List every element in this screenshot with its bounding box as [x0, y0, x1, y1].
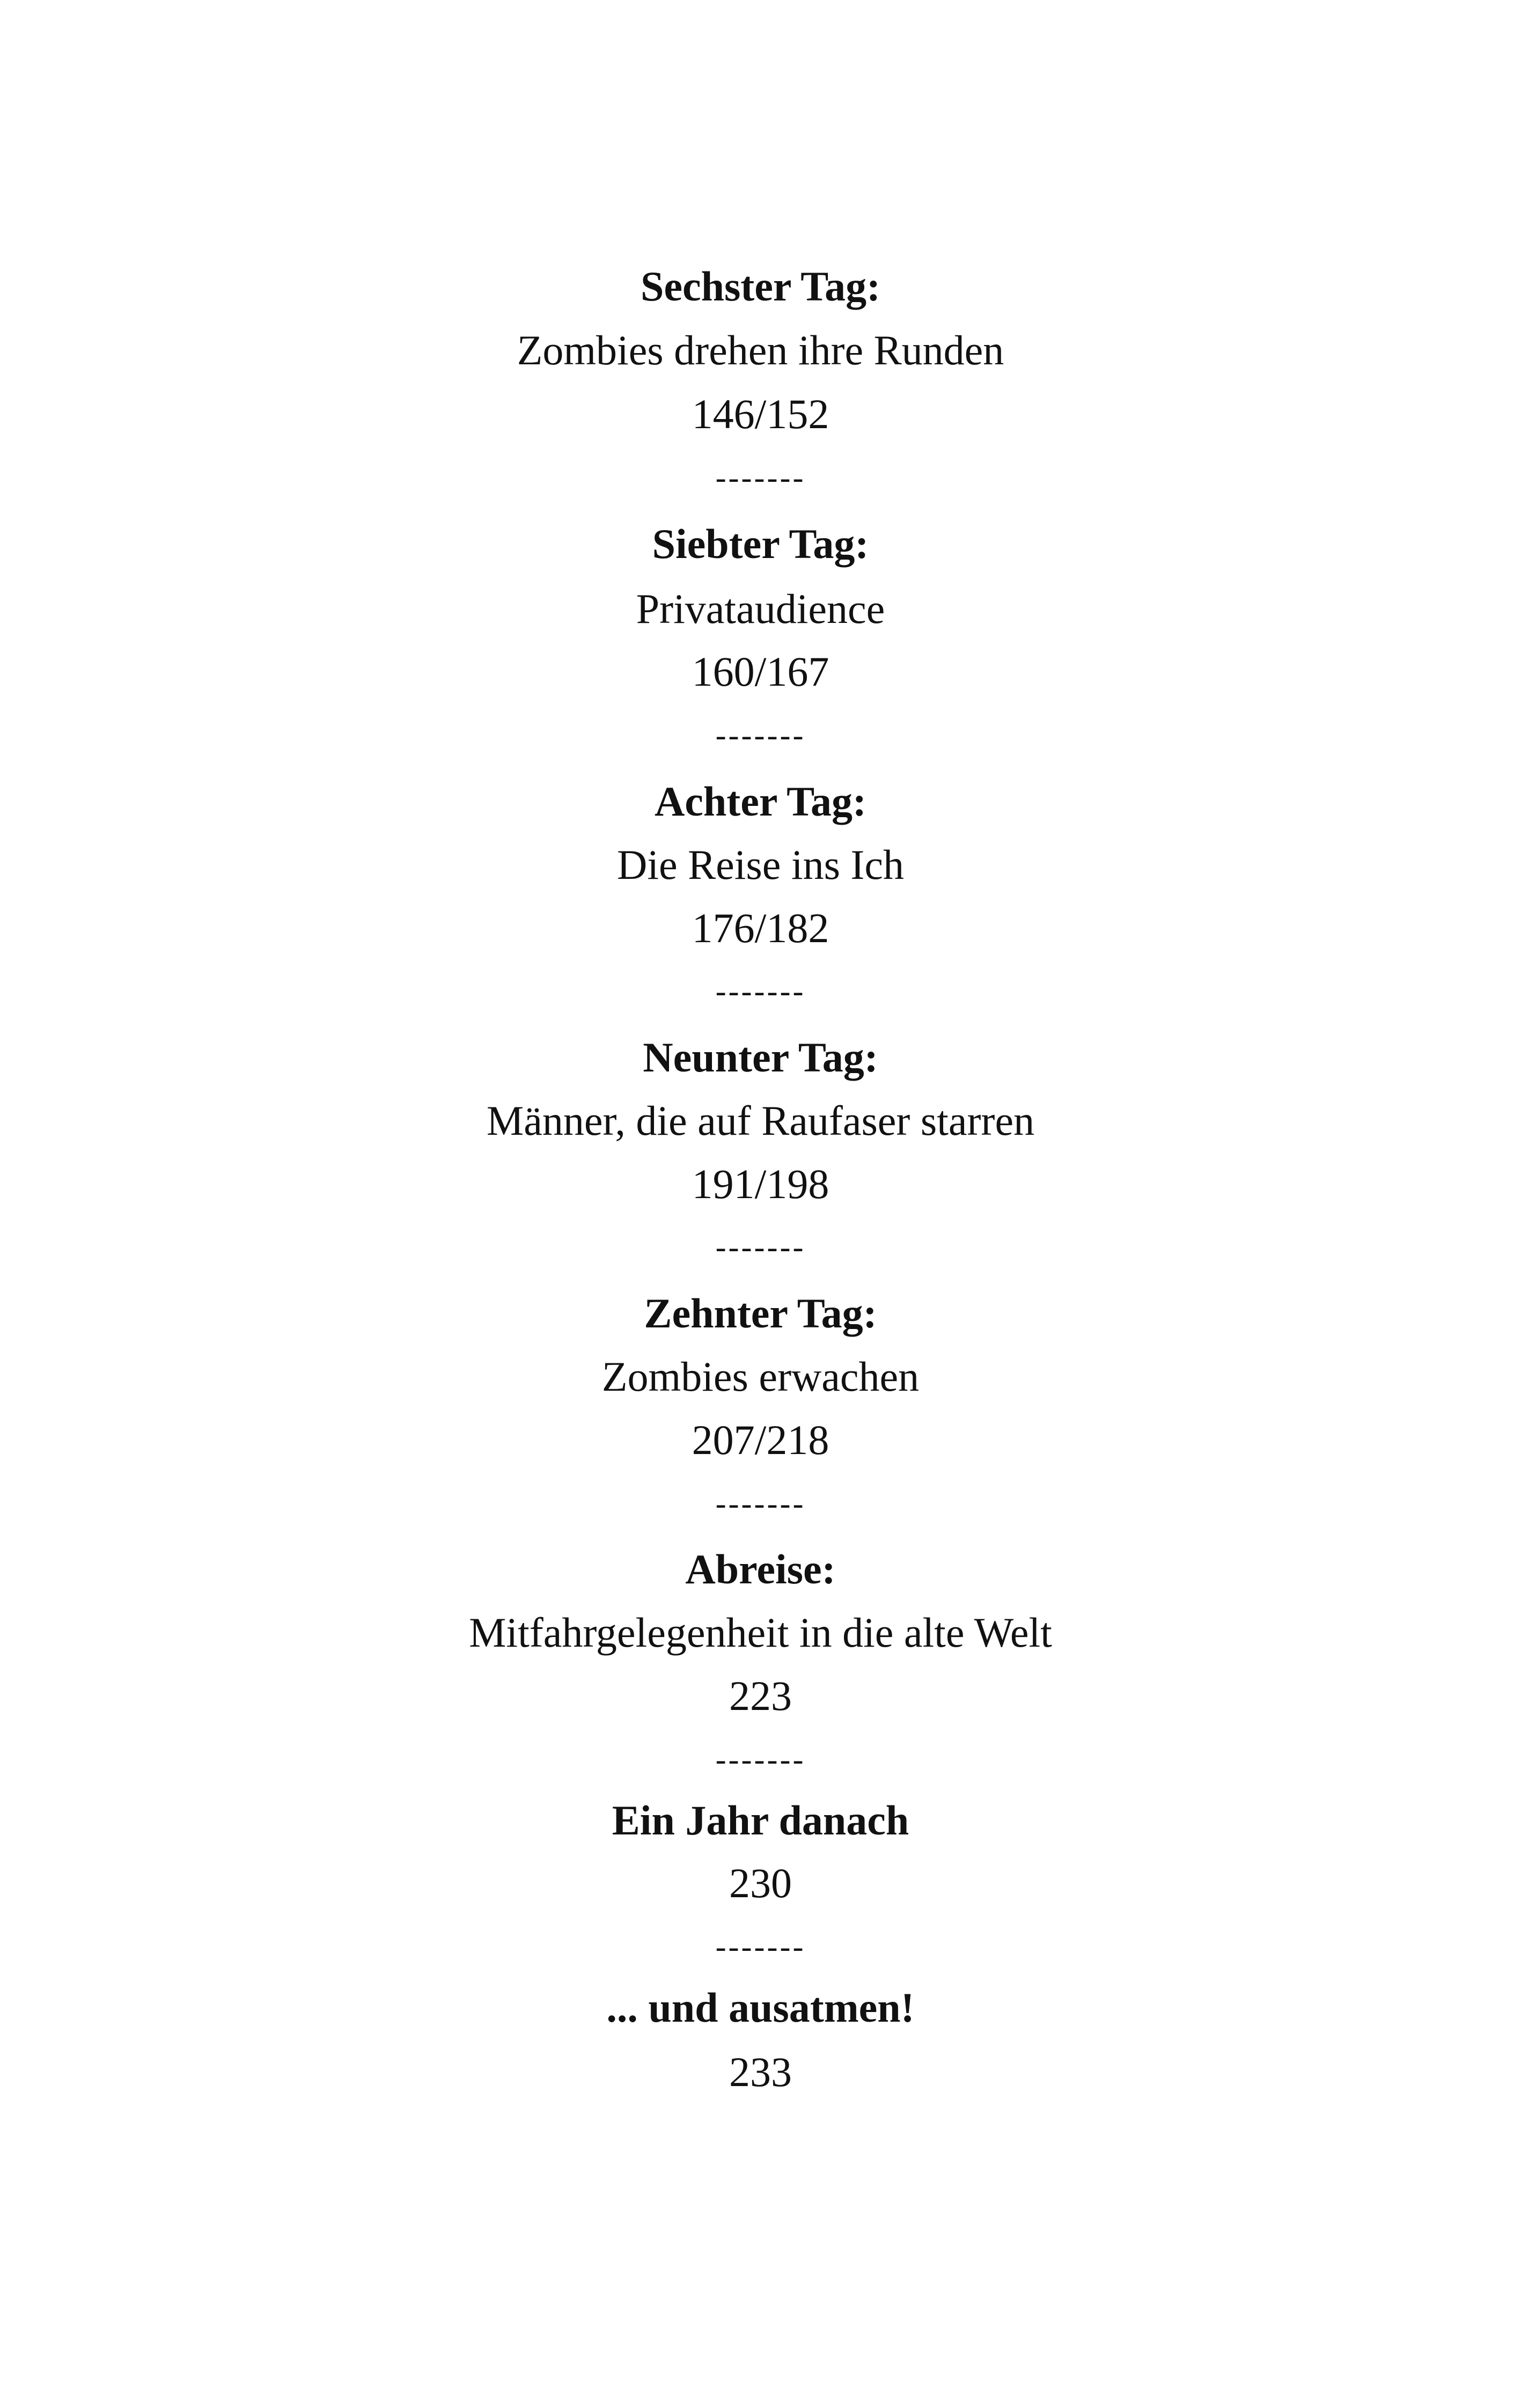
entry-title: Männer, die auf Raufaser starren	[486, 1097, 1035, 1144]
entry-title: Privataudience	[636, 585, 885, 632]
entry-pages: 207/218	[692, 1416, 829, 1463]
entry-pages: 176/182	[692, 905, 829, 951]
entry-pages: 233	[729, 2049, 792, 2095]
separator: -------	[715, 1486, 806, 1521]
separator: -------	[715, 1929, 806, 1964]
entry-heading: Abreise:	[685, 1546, 836, 1592]
separator: -------	[715, 973, 806, 1009]
separator: -------	[715, 1229, 806, 1265]
entry-heading: Neunter Tag:	[643, 1034, 878, 1081]
entry-title: Zombies erwachen	[601, 1353, 920, 1400]
entry-heading: Zehnter Tag:	[644, 1290, 877, 1337]
entry-title: Mitfahrgelegenheit in die alte Welt	[469, 1609, 1052, 1656]
entry-pages: 191/198	[692, 1161, 829, 1207]
entry-heading: Ein Jahr danach	[612, 1797, 909, 1844]
separator: -------	[715, 460, 806, 495]
separator: -------	[715, 1742, 806, 1777]
separator: -------	[715, 717, 806, 753]
entry-title: Die Reise ins Ich	[616, 841, 905, 888]
entry-pages: 230	[729, 1860, 792, 1906]
entry-title: Zombies drehen ihre Runden	[517, 327, 1004, 373]
entry-heading: ... und ausatmen!	[606, 1984, 915, 2031]
entry-pages: 223	[729, 1672, 792, 1719]
entry-heading: Sechster Tag:	[640, 263, 881, 310]
entry-heading: Achter Tag:	[654, 778, 867, 825]
entry-pages: 160/167	[692, 648, 829, 695]
entry-pages: 146/152	[692, 391, 829, 437]
entry-heading: Siebter Tag:	[652, 520, 869, 567]
